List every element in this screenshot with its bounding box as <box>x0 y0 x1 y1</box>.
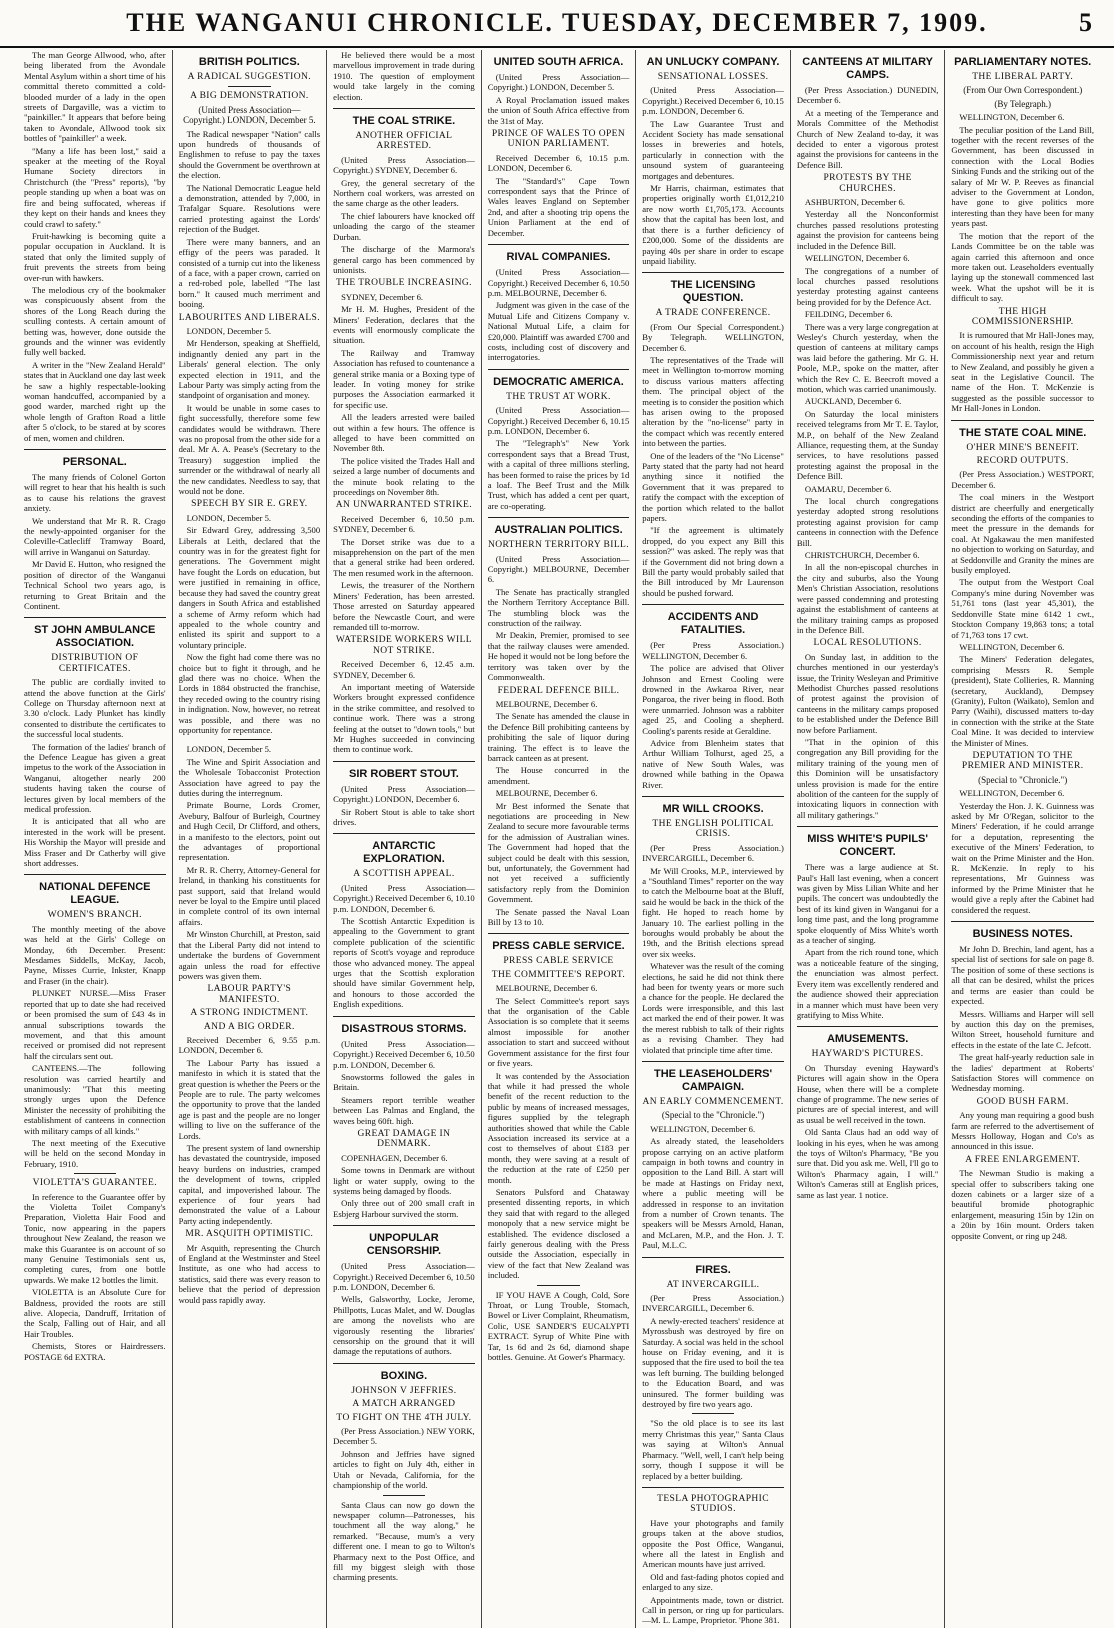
article-paragraph: (Per Press Association.) DUNEDIN, December 6. <box>796 85 939 106</box>
article-paragraph: MELBOURNE, December 6. <box>495 698 598 709</box>
article-paragraph: The National Democratic League held a demonstration, attended by 7,000, in Trafalgar Square. Resolutions were carried protesting against the Lords' rejection of the Budget. <box>178 182 321 235</box>
article-paragraph: Judgment was given in the case of the Mutual Life and Citizens Company v. National Mutual Life, a claim for £20,000. Plaintiff was awarded £700 and costs, including cost of discovery and interrogatories. <box>487 300 630 363</box>
subheading: GOOD BUSH FARM. <box>976 1096 1069 1107</box>
column-divider <box>333 761 475 762</box>
article-paragraph: The chief labourers have knocked off unloading the cargo of the steamer Durban. <box>333 210 475 242</box>
article-paragraph: Mr Harris, chairman, estimates that properties originally worth £1,012,210 are now worth £1,705,173. Accounts show that the capital has been lost, and that there is a further deficiency of £200,000. Some of the dissidents are paying 40s per share in order to escape unpaid liability. <box>642 183 784 266</box>
headline-censorship: UNPOPULAR CENSORSHIP. <box>366 1232 442 1258</box>
subheading: A BIG DEMONSTRATION. <box>190 91 309 102</box>
article-paragraph: Mr Deakin, Premier, promised to see that the railway clauses were amended. He hoped it would not be long before the territory was taken over by the Commonwealth. <box>487 630 630 683</box>
article-paragraph: OAMARU, December 6. <box>804 483 892 494</box>
article-paragraph: The Select Committee's report says that the organisation of the Cable Association is so complete that it seems almost impossible for another association to start and succeed without Government assistance for the first four or five years. <box>487 995 630 1069</box>
article-paragraph: WELLINGTON, December 6. <box>959 788 1065 799</box>
article-paragraph: The Wine and Spirit Association and the Wholesale Tobacconist Protection Association have agreed to pay the duties during the interregnum. <box>178 756 321 798</box>
article-paragraph: The Labour Party has issued a manifesto in which it is stated that the great question is whether the Peers or the People are to rule. The party welcomes the opportunity to prove that the landed age is past and the people are no longer willing to live on the sufferance of the Lords. <box>178 1057 321 1141</box>
article-paragraph: PLUNKET NURSE.—Miss Fraser reported that up to date she had received or been promised the sum of £43 4s in annual subscriptions towards the movement, and that this amount received or promised did not represent half the circulars sent out. <box>24 988 166 1061</box>
column-divider <box>24 874 166 875</box>
dateline: (United Press Association—Copyright.) LONDON, December 5. <box>183 104 316 126</box>
subheading: ANOTHER OFFICIAL ARRESTED. <box>355 131 453 152</box>
subheading: THE TRUST AT WORK. <box>506 391 611 402</box>
article-paragraph: AUCKLAND, December 6. <box>804 396 902 407</box>
subheading: TESLA PHOTOGRAPHIC STUDIOS. <box>657 1493 769 1515</box>
column-divider <box>488 517 630 518</box>
subheading: THE TROUBLE INCREASING. <box>335 278 472 289</box>
subheading: FEDERAL DEFENCE BILL. <box>497 685 620 696</box>
article-paragraph: The many friends of Colonel Gorton will regret to hear that his health is such as to cause his relations the gravest anxiety. <box>24 472 166 514</box>
headline-unlucky-company: AN UNLUCKY COMPANY. <box>646 56 780 68</box>
article-paragraph: Apart from the rich round tone, which was a noticeable feature of the singing, the enunciation was almost perfect. Every item was excellently rendered and the audience showed their appreciation in a manner which must have been very gratifying to Miss White. <box>796 947 939 1020</box>
subheading: GREAT DAMAGE IN DENMARK. <box>357 1128 451 1150</box>
article-paragraph: "If the agreement is ultimately dropped, do you expect any Bill this session?" was asked. The reply was that if the Government did not bring down a Bill the party would probably sailed that the Bill introduced by Mr Laurenson should be pushed forward. <box>642 525 784 598</box>
article-paragraph: It would be unable in some cases to fight successfully, therefore some few candidates would be withdrawn. There was no proposal from the other side for a deal. Mr A. A. Pease's (Secretary to the Treasury) suggestion implied the surrender or the withdrawal of nearly all the new candidates. Needless to say, that would not be done. <box>178 402 321 497</box>
subheading: WATERSIDE WORKERS WILL NOT STRIKE. <box>335 635 472 656</box>
headline-parliamentary: PARLIAMENTARY NOTES. <box>954 56 1092 68</box>
article-paragraph: A newly-erected teachers' residence at Myrossbush was destroyed by fire on Saturday. A social was held in the school house on Friday evening, and it is supposed that the fire used to boil the tea was left burning. The building belonged to the Education Board, and was uninsured. The former building was destroyed by fire two years ago. <box>642 1315 784 1410</box>
subheading: SPEECH BY SIR E. GREY. <box>191 499 308 510</box>
page-number: 5 <box>1079 8 1092 37</box>
article-paragraph: LONDON, December 5. <box>186 744 272 755</box>
column-divider <box>333 1363 475 1364</box>
article-paragraph: Received December 6, 10.15 p.m. LONDON, December 6. <box>487 152 630 174</box>
subheading: JOHNSON V JEFFRIES. <box>351 1385 457 1396</box>
subheading: SENSATIONAL LOSSES. <box>657 72 769 82</box>
subheading: PROTESTS BY THE CHURCHES. <box>823 173 912 194</box>
article-paragraph: LONDON, December 5. <box>186 512 272 523</box>
article-paragraph: In reference to the Guarantee offer by the Violetta Toilet Company's Preparation, Violetta Hair Food and Tonic, now appearing in the papers throughout New Zealand, the reason we make this Guarantee is on account of so many Genuine Testimonials sent us, completing cures, from one bottle upwards. We make 12 bottles the limit. <box>24 1191 166 1285</box>
article-paragraph: (United Press Association—Copyright.) Received December 6, 10.15 p.m. LONDON, December 6. <box>487 405 630 436</box>
article-paragraph: In all the non-episcopal churches in the city and suburbs, also the Young Men's Christian Association, resolutions were passed condemning and protesting against the establishment of canteens at the military training camps as proposed in the Defence Bill. <box>796 562 939 635</box>
column-divider <box>488 369 630 370</box>
headline-press-cable: PRESS CABLE SERVICE. <box>492 940 625 953</box>
article-paragraph: A writer in the "New Zealand Herald" states that in Auckland one day last week he saw a highly respectable-looking woman handcuffed, accompanied by a good warder, marched right up the whole length of Grafton Road a little after 5 o'clock, to be stared at by scores of men, women and children. <box>24 359 166 443</box>
article-paragraph: He believed there would be a most marvellous improvement in trade during 1910. The question of employment would take largely in the coming election. <box>333 50 475 102</box>
subheading: VIOLETTA'S GUARANTEE. <box>32 1178 157 1189</box>
article-paragraph: On Thursday evening Hayward's Pictures will again show in the Opera House, when there will be a complete change of programme. The new series of pictures are of special interest, and will as usual be well received in the town. <box>796 1062 939 1125</box>
article-paragraph: "That in the opinion of this congregation any Bill providing for the military training of the young men of this Dominion will be unsatisfactory unless provision is made for the entire abolition of the canteen for the supply of intoxicating liquors in connection with all military gatherings." <box>796 736 939 820</box>
headline-leaseholders: THE LEASEHOLDERS' CAMPAIGN. <box>653 1067 773 1093</box>
article-paragraph: The police visited the Trades Hall and seized a large number of documents and the minute book relating to the proceedings on November 8th. <box>333 455 475 498</box>
subheading: AND A BIG ORDER. <box>203 1021 295 1032</box>
subheading: HAYWARD'S PICTURES. <box>811 1049 924 1060</box>
subheading: AN EARLY COMMENCEMENT. <box>642 1096 784 1107</box>
article-paragraph: (Per Press Association.) NEW YORK, December 5. <box>333 1426 475 1447</box>
article-paragraph: Mr Henderson, speaking at Sheffield, indignantly denied any part in the Liberals' general election. The only expected election in 1911, and the Labour Party was simply acting from the standpoint of organisation and money. <box>178 338 321 401</box>
article-paragraph: (Per Press Association.) WELLINGTON, December 6. <box>642 640 784 661</box>
masthead <box>0 0 1114 48</box>
article-paragraph: Mr David E. Hutton, who resigned the position of director of the Wanganui Technical School two years ago, is returning to Great Britain and the Continent. <box>24 559 166 611</box>
article-paragraph: (Per Press Association.) WESTPORT, December 6. <box>951 469 1094 490</box>
article-paragraph: Any young man requiring a good bush farm are referred to the advertisement of Messrs Holloway, Hogan and Co's as announced in this issue. <box>951 1110 1094 1152</box>
article-paragraph: As already stated, the leaseholders propose carrying on an active platform campaign in both towns and country in opposition to the Land Bill. A start will be made at Hastings on Friday next, where a public meeting will be addressed in response to an invitation from a number of Crown tenants. The speakers will be Messrs Arnold, Hanan, and McLaren, M.P., and the Hon. J. T. Paul, M.L.C. <box>642 1136 784 1251</box>
subheading: AT INVERCARGILL. <box>666 1279 760 1290</box>
subheading: MR. ASQUITH OPTIMISTIC. <box>185 1229 314 1240</box>
rule <box>74 1173 116 1174</box>
column-divider <box>951 921 1094 922</box>
subheading: LOCAL RESOLUTIONS. <box>813 638 922 649</box>
article-paragraph: It is anticipated that all who are interested in the work will be present. His Worship the Mayor will preside and Miss Fraser and Dr Catherby will give short addresses. <box>24 816 166 869</box>
article-paragraph: Mr Winston Churchill, at Preston, said that the Liberal Party did not intend to undertake the burdens of Government again unless the road for effective powers was given them. <box>178 929 321 981</box>
column-divider <box>642 1061 784 1062</box>
article-paragraph: Wells, Galsworthy, Locke, Jerome, Phillpotts, Lucas Malet, and W. Douglas are among the novelists who are vigorously resenting the libraries' censorship on the ground that it will damage the reputations of authors. <box>333 1294 475 1357</box>
article-paragraph: There was a very large congregation at Wesley's Church yesterday, when the question of canteens at military camps was laid before the gathering. Mr G. H. Poole, M.P., spoke on the matter, after which the Rev C. E. Beecroft moved a motion, which was carried unanimously. <box>796 321 939 394</box>
article-paragraph: One of the leaders of the "No License" Party stated that the party had not heard anything since it notified the Government that it was prepared to ratify the compact with the exception of the portion which related to the ballot papers. <box>642 450 784 524</box>
article-paragraph: The "Standard's" Cape Town correspondent says that the Prince of Wales leaves England on September 2nd, and after a shooting trip opens the Union Parliament at the end of December. <box>487 175 630 238</box>
article-paragraph: The output from the Westport Coal Company's mine during November was 51,761 tons (last year 45,301), the Seddonville State mine 6142 1 cwt., Stockton Company 19,863 tons; a total of 71,763 tons 17 cwt. <box>951 577 1094 640</box>
column-divider <box>642 1487 784 1488</box>
article-paragraph: On Sunday last, in addition to the churches mentioned in our yesterday's issue, the Trinity Wesleyan and Primitive Methodist Churches passed resolutions of protest against the provision of canteens in the military camps proposed to be established under the Defence Bill now before Parliament. <box>796 651 939 735</box>
rule <box>228 86 270 87</box>
article-paragraph: Received December 6, 12.45 a.m. SYDNEY, December 6. <box>333 659 475 680</box>
subheading: A MATCH ARRANGED <box>352 1399 456 1410</box>
article-paragraph: The Scottish Antarctic Expedition is appealing to the Government to grant complete publication of the scientific reports of Scott's voyage and reproduce those who advanced money. The appeal urges that the Scottish exploration should have similar Government help, and honours to those accorded the English expeditions. <box>333 916 475 1010</box>
article-paragraph: Senators Pulsford and Chataway presented dissenting reports, in which they said that with regard to the alleged monopoly that a new service might be established. The evidence disclosed a fairly generous dealing with the Press outside the Association, especially in view of the fact that New Zealand was included. <box>487 1186 630 1281</box>
rule <box>383 1495 425 1496</box>
advertisement-paragraph: Santa Claus can now go down the newspaper column—Patronesses, his touchment all the way along," he remarked. "Because, mum's a very different one. I mean to go to Wilton's Pharmacy next to the Post Office, and fill my biggest sleigh with those charming presents. <box>333 1499 475 1583</box>
columns <box>18 50 1100 1626</box>
subheading: NORTHERN TERRITORY BILL. <box>487 540 630 551</box>
article-paragraph: ASHBURTON, December 6. <box>804 197 905 208</box>
article-paragraph: It was contended by the Association that while it had pressed the whole benefit of the recent reduction to the public by means of increased messages, figures supplied by the telegraph authorities showed that while the Cable Association increased its service at a cost to themselves of about £183 per month, they were saving at a result of the reduction at the rate of £250 per month. <box>487 1070 630 1185</box>
subheading: A RADICAL SUGGESTION. <box>187 72 312 82</box>
headline-rival-companies: RIVAL COMPANIES. <box>506 251 611 264</box>
article-paragraph: Fruit-hawking is becoming quite a popular occupation in Auckland. It is stated that only the limited supply of fruit prevents the streets from being over-run with hawkers. <box>24 230 166 283</box>
article-paragraph: Only three out of 200 small craft in Esbjerg Harbour survived the storm. <box>333 1198 475 1219</box>
headline-storms: DISASTROUS STORMS. <box>341 1022 467 1035</box>
article-paragraph: Some towns in Denmark are without light or water supply, owing to the systems being damaged by floods. <box>333 1165 475 1196</box>
article-paragraph: Steamers report terrible weather between Las Palmas and England, the waves being 60ft. high. <box>333 1094 475 1126</box>
subheading: TO FIGHT ON THE 4TH JULY. <box>336 1412 472 1423</box>
article-paragraph: MELBOURNE, December 6. <box>495 788 598 799</box>
article-paragraph: (Per Press Association.) INVERCARGILL, December 6. <box>642 842 784 864</box>
article-paragraph: LONDON, December 5. <box>186 325 272 336</box>
article-paragraph: The "Telegraph's" New York correspondent says that a Bread Trust, with a capital of three millions sterling, has been formed to raise the prices by 1d a loaf. The Beef Trust and the Milk Trust, which has added a cent per quart, are co-operating. <box>487 438 630 511</box>
headline-miss-white: MISS WHITE'S PUPILS' CONCERT. <box>807 833 928 859</box>
subheading: THE COMMITTEE'S REPORT. <box>491 969 626 980</box>
column-divider <box>642 272 784 273</box>
rule <box>228 739 270 740</box>
headline-canteens: CANTEENS AT MILITARY CAMPS. <box>802 56 934 81</box>
column-divider <box>488 244 630 245</box>
article-paragraph: Now the fight had come there was no choice but to fight it through, and he glad there was no choice. When the Lords in 1884 obstructed the franchise, they receded owing to the country rising in indignation. Now, however, no retreat was possible, and there was no opportunity for repentance. <box>178 652 321 735</box>
column-divider <box>951 420 1094 421</box>
article-paragraph: The congregations of a number of local churches passed resolutions yesterday protesting against canteens being provided for by the Defence Act. <box>796 265 939 307</box>
column-5 <box>636 50 791 1628</box>
article-paragraph: A Royal Proclamation issued makes the union of South Africa effective from the 31st of May. <box>487 94 630 126</box>
headline-boxing: BOXING. <box>380 1369 428 1382</box>
column-divider <box>24 617 166 618</box>
column-divider <box>333 1016 475 1017</box>
article-paragraph: MELBOURNE, December 6. <box>495 983 598 994</box>
advertisement-paragraph: IF YOU HAVE A Cough, Cold, Sore Throat, or Lung Trouble, Stomach, Bowel or Liver Complaint, Rheumatism, Colic, USE SANDER'S EUCALYPTI EXTRACT. Syrup of White Pine with Tar, 1s 6d and 2s 6d, diamond shape bottles. Genuine. At Gower's Pharmacy. <box>487 1289 630 1363</box>
article-paragraph: The Dorset strike was due to a misapprehension on the part of the men that a general strike had been ordered. The men resumed work in the afternoon. <box>333 536 475 578</box>
article-paragraph: The Miners' Federation delegates, comprising Messrs R. Semple (president), State Collieries, R. Manning (secretary, Auckland), Dempsey (Granity), Fulton (Waikato), Semlon and Parry (Waihi), discussed matters to-day in connection with the strike at the State Coal Mine. It was decided to interview the Minister of Mines. <box>951 654 1094 748</box>
article-paragraph: "Many a life has been lost," said a speaker at the meeting of the Royal Humane Society directors in Christchurch (the "Press" reports), "by people standing up when a boat was on fire and being suffocated, whereas if they kept on their hands and knees they could crawl to safety." <box>24 145 166 229</box>
article-paragraph: (United Press Association—Copyright.) LONDON, December 6. <box>333 783 475 805</box>
article-paragraph: Appointments made, town or district. Call in person, or ring up for particulars.—M. L. Lampe, Proprietor. 'Phone 381. <box>642 1594 784 1626</box>
subheading: DISTRIBUTION OF CERTIFICATES. <box>51 653 139 674</box>
headline-antarctic: ANTARCTIC EXPLORATION. <box>363 840 445 866</box>
article-paragraph: (United Press Association—Copyright.) LONDON, December 5. <box>487 72 630 93</box>
headline-robert-stout: SIR ROBERT STOUT. <box>349 767 459 780</box>
article-paragraph: The monthly meeting of the above was held at the Girls' College on Monday, 6th December. Present: Mesdames Siddells, McKay, Jacob, Payne, Misses Currie, Inkster, Knapp and Fraser (in the chair). <box>24 923 166 986</box>
article-paragraph: The local church congregations yesterday adopted strong resolutions protesting against provision for camp canteens in connection with the Defence Bill. <box>796 496 939 548</box>
column-2 <box>173 50 328 1628</box>
subheading: A FREE ENLARGEMENT. <box>965 1154 1081 1165</box>
article-paragraph: It is rumoured that Mr Hall-Jones may, on account of his health, resign the High Commissionership next year and return to New Zealand, and possibly he given a seat in the Legislative Council. The name of the Hon. T. McKenzie is suggested as the possible successor to Mr Hall-Jones in London. <box>951 330 1094 414</box>
column-divider <box>642 604 784 605</box>
subheading: WOMEN'S BRANCH. <box>47 910 142 921</box>
article-paragraph: CANTEENS.—The following resolution was carried heartily and unanimously: "That this meeting strongly urges upon the Defence Minister the necessity of prohibiting the establishment of canteens in connection with military camps of all kinds." <box>24 1063 166 1136</box>
column-divider <box>488 933 630 934</box>
headline-australian-politics: AUSTRALIAN POLITICS. <box>494 524 623 537</box>
column-3 <box>327 50 482 1628</box>
article-paragraph: We understand that Mr R. R. Crago the newly-appointed organiser for the Coleville-Catlecliff Tramway Board, will arrive in Wanganui on Saturday. <box>24 515 166 557</box>
headline-accidents: ACCIDENTS AND FATALITIES. <box>667 611 759 637</box>
headline-british-politics: BRITISH POLITICS. <box>198 56 300 68</box>
subheading: AN UNWARRANTED STRIKE. <box>335 500 473 511</box>
column-divider <box>333 1225 475 1226</box>
column-divider <box>797 826 939 827</box>
article-paragraph: The Law Guarantee Trust and Accident Society has made sensational losses in breweries and hotels, particularly in connection with the unsound system of guaranteeing mortgages and debentures. <box>642 118 784 181</box>
article-paragraph: The great half-yearly reduction sale in the ladies' department at Roberts' Satisfaction Stores will commence on Wednesday morning. <box>951 1052 1094 1094</box>
article-paragraph: Advice from Blenheim states that Arthur William Tolhurst, aged 25, a native of New South Wales, was drowned while bathing in the Opawa River. <box>642 737 784 790</box>
headline-state-coal-mine: THE STATE COAL MINE. <box>959 426 1087 439</box>
article-paragraph: SYDNEY, December 6. <box>341 291 424 302</box>
article-paragraph: Messrs. Williams and Harper will sell by auction this day on the premises, Wilton Street, household furniture and effects in the estate of the late C. Jefcott. <box>951 1008 1094 1050</box>
subheading: LABOURITES AND LIBERALS. <box>178 312 320 323</box>
column-divider <box>333 833 475 834</box>
article-paragraph: The House concurred in the amendment. <box>487 765 630 786</box>
article-paragraph: There was a large audience at St. Paul's Hall last evening, when a concert was given by Miss Lilian White and her pupils. The concert was undoubtedly the best of its kind given in Wanganui for a long time past, and the long programme spoke eloquently of Miss White's worth as a teacher of singing. <box>796 862 939 946</box>
article-paragraph: (Per Press Association.) INVERCARGILL, December 6. <box>642 1293 784 1314</box>
column-divider <box>642 1257 784 1258</box>
article-paragraph: Old Santa Claus had an odd way of looking in his eyes, when he was among the toys of Wilton's Pharmacy, "Be you sure that. Did you ask me. Well, I'll go to Wilton's Pharmacy again, I will." Wilton's Cameras still at English prices, same as last year. 1 notice. <box>796 1127 939 1200</box>
headline-south-africa: UNITED SOUTH AFRICA. <box>493 56 624 68</box>
article-paragraph: The Senate passed the Naval Loan Bill by 13 to 10. <box>487 906 630 928</box>
article-paragraph: On Saturday the local ministers received telegrams from Mr T. E. Taylor, M.P., on behalf of the New Zealand Alliance, requesting them, at the Sunday services, to have resolutions passed protesting against the proposal in the Defence Bill. <box>796 408 939 482</box>
article-paragraph: The Railway and Tramway Association has refused to countenance a general strike mania or a Boxing type of leader. In voting money for strike purposes the Association earmarked it for specific use. <box>333 347 475 410</box>
article-paragraph: (United Press Association—Copyright.) Received December 6, 10.50 p.m. LONDON, December 6. <box>333 1038 475 1070</box>
headline-coal-strike: THE COAL STRIKE. <box>352 115 456 128</box>
subheading: (From Our Own Correspondent.) <box>963 85 1083 96</box>
headline-business-notes: BUSINESS NOTES. <box>972 928 1073 941</box>
headline-defence-league: NATIONAL DEFENCE LEAGUE. <box>39 881 151 907</box>
column-divider <box>333 108 475 109</box>
article-paragraph: Lewis, the treasurer of the Northern Miners' Federation, has been arrested. Those arrested on Saturday appeared before the Newcastle Court, and were remanded till to-morrow. <box>333 580 475 632</box>
column-4 <box>482 50 637 1628</box>
article-paragraph: An important meeting of Waterside Workers brought expressed confidence in the strike committee, and resolved to continue work. There was a strong feeling at the outset to "down tools," but Mr Hughes succeeded in convincing them to continue work. <box>333 681 475 755</box>
article-paragraph: The man George Allwood, who, after being liberated from the Avondale Mental Asylum within a short time of his committal thereto committed a cold-blooded murder of a lady in the open streets of Dargaville, was a victim to "painkiller." It appears that before being taken to Avondale, Allwood took six bottles of "painkiller" a week. <box>24 50 166 144</box>
article-paragraph: The motion that the report of the Lands Committee be on the table was again carried this afternoon and once more taken out. Leaseholders eventually laying up the stonewall commenced last week. What the upshot will be it is difficult to say. <box>951 230 1094 304</box>
article-paragraph: The discharge of the Marmora's general cargo has been commenced by unionists. <box>333 244 475 275</box>
article-paragraph: Yesterday the Hon. J. K. Guinness was asked by Mr O'Regan, solicitor to the Miners' Federation, if he could arrange for a deputation, representing the executive of the Miners' Federation, to wait on the Prime Minister and the Hon. R. McKenzie. In reply to his representations, Mr Guinness was informed by the Prime Minister that he would give a reply after the Cabinet had considered the request. <box>951 800 1094 915</box>
subheading: A STRONG INDICTMENT. <box>190 1008 309 1019</box>
article-paragraph: The formation of the ladies' branch of the Defence League has given a great impetus to the work of the Association in Wanganui, altogether nearly 200 students having taken the course of lectures given by local members of the medical profession. <box>24 741 166 814</box>
rule <box>692 1413 734 1414</box>
article-paragraph: The public are cordially invited to attend the above function at the Girls' College on Thursday afternoon next at 3.30 o'clock. Lady Plunket has kindly consented to distribute the certificates to the successful local students. <box>24 677 166 740</box>
article-paragraph: Mr John D. Brechin, land agent, has a special list of sections for sale on page 8. The position of some of these sections is all that can be desired, whilst the prices and terms are easier than could be expected. <box>951 944 1094 1007</box>
article-paragraph: (United Press Association—Copyright.) Received December 6, 10.15 p.m. LONDON, December 6. <box>642 85 784 117</box>
headline-will-crooks: MR WILL CROOKS. <box>662 802 764 815</box>
article-paragraph: WELLINGTON, December 6. <box>650 1123 756 1134</box>
column-divider <box>797 1026 939 1027</box>
subheading: A TRADE CONFERENCE. <box>655 308 771 319</box>
column-6 <box>791 50 946 1628</box>
subheading: RECORD OUTPUTS. <box>976 456 1069 466</box>
article-paragraph: Received December 6, 10.50 p.m. SYDNEY, December 6. <box>333 513 475 535</box>
subheading: THE ENGLISH POLITICAL CRISIS. <box>652 818 774 840</box>
article-paragraph: Mr Will Crooks, M.P., interviewed by a "Southland Times" reporter on the way to catch the Melbourne boat at the Bluff, said he would be back in the thick of the fight. He hoped to reach home by January 10. The earliest polling in the boroughs would probably be about the 19th, and the British elections spread over six weeks. <box>642 865 784 959</box>
article-paragraph: Snowstorms followed the gales in Britain. <box>333 1071 475 1093</box>
article-paragraph: WELLINGTON, December 6. <box>959 112 1065 123</box>
article-paragraph: The present system of land ownership has devastated the countryside, imposed heavy burdens on industries, cramped the development of towns, crippled capital, and impoverished labour. The experience of four years had demonstrated the value of a Labour Party acting independently. <box>178 1143 321 1226</box>
subheading: DEPUTATION TO THE PREMIER AND MINISTER. <box>961 750 1084 772</box>
article-paragraph: Old and fast-fading photos copied and enlarged to any size. <box>642 1571 784 1593</box>
subheading: PRINCE OF WALES TO OPEN UNION PARLIAMENT. <box>491 129 626 150</box>
article-paragraph: Yesterday all the Nonconformist churches passed resolutions protesting against the provision for canteens being included in the Defence Bill. <box>796 209 939 251</box>
subheading: THE LIBERAL PARTY. <box>972 72 1074 82</box>
article-paragraph: Received December 6, 9.55 p.m. LONDON, December 6. <box>178 1034 321 1056</box>
article-paragraph: The Newman Studio is making a special offer to subscribers taking one dozen cabinets or a larger size of a beautiful bromide photographic enlargement, measuring 15in by 12in on a 20in by 16in mount. Orders taken opposite Convent, or ring up 248. <box>951 1168 1094 1241</box>
article-paragraph: WELLINGTON, December 6. <box>804 253 910 264</box>
article-paragraph: There were many banners, and an effigy of the peers was paraded. It consisted of a turnip cut into the likeness of a face, with a paper crown, carried on a red-robed pole, labelled "The last born." It caused much merriment and booing. <box>178 236 321 310</box>
article-paragraph: WELLINGTON, December 6. <box>959 641 1065 652</box>
article-paragraph: Sir Edward Grey, addressing 3,500 Liberals at Leith, declared that the country was in for the greatest fight for generations. The Government might have fought the Lords on education, but were justified in remaining in office, because they had saved the country great dangers in South Africa and established a scheme of Army reform which had appealed to the whole country and enlisted its spirit and support to a voluntary principle. <box>178 525 321 650</box>
column-1 <box>18 50 173 1628</box>
article-paragraph: (United Press Association—Copyright.) Received December 6, 10.10 p.m. LONDON, December 6. <box>333 882 475 914</box>
article-paragraph: The police are advised that Oliver Johnson and Ernest Cooling were drowned in the Awkaroa River, near Pongaroa, the river being in flood. Both were unmarried. Johnson was a rabbiter aged 25, and Cooling a shepherd. Cooling's parents reside at Geraldine. <box>642 663 784 736</box>
article-paragraph: At a meeting of the Temperance and Morals Committee of the Methodist Church of New Zealand to-day, it was decided to enter a vigorous protest against the provisions for canteens in the Defence Bill. <box>796 107 939 170</box>
subheading: LABOUR PARTY'S MANIFESTO. <box>207 984 292 1005</box>
advertisement-paragraph: "So the old place is to see its last merry Christmas this year," Santa Claus was saying at Wilton's Annual Pharmacy. "Well, well, I can't help being sorry, though I suppose it will be replaced by a better building. <box>642 1418 784 1481</box>
article-paragraph: Primate Bourne, Lords Cromer, Avebury, Balfour of Burleigh, Courtney and Hugh Cecil, Dr Clifford, and others, in a manifesto to the electors, point out the advantages of proportional representation. <box>178 800 321 863</box>
article-paragraph: The Radical newspaper "Nation" calls upon hundreds of thousands of Englishmen to refuse to pay the taxes should the Government be overthrown at the election. <box>178 128 321 181</box>
subheading: (Special to "Chronicle.") <box>978 774 1068 785</box>
article-paragraph: Grey, the general secretary of the Northern coal workers, was arrested on the same charge as the other leaders. <box>333 177 475 209</box>
article-paragraph: (United Press Association—Copyright.) Received December 6, 10.50 p.m. LONDON, December 6. <box>333 1261 475 1292</box>
rule <box>537 1285 579 1286</box>
headline-personal: PERSONAL. <box>62 456 127 469</box>
article-paragraph: Chemists, Stores or Hairdressers. POSTAGE 6d EXTRA. <box>24 1341 166 1362</box>
article-paragraph: Mr Asquith, representing the Church of England at the Westminster and Steel Institute, as one who had access to statistics, said there was every reason to believe that the period of depression would pass rapidly away. <box>178 1242 321 1305</box>
headline-licensing: THE LICENSING QUESTION. <box>670 279 756 305</box>
article-paragraph: The Senate has amended the clause in the Defence Bill prohibiting canteens by prohibiting the sale of liquor during training. The effect is to leave the barrack canteen as at present. <box>487 711 630 763</box>
headline-democratic-america: DEMOCRATIC AMERICA. <box>493 375 624 388</box>
article-paragraph: FEILDING, December 6. <box>804 309 893 320</box>
article-paragraph: The representatives of the Trade will meet in Wellington to-morrow morning to discuss various matters affecting them. The principal object of the meeting is to consider the position which has arisen owing to the proposed alteration by the "no-license" party in the compact which was recently entered into between the parties. <box>642 354 784 449</box>
article-paragraph: The peculiar position of the Land Bill, together with the recent reverses of the Government, has been discussed in connection with the Local Bodies Sinking Funds and the striking out of the salary of Mr W. P. Reeves as financial adviser to the Government at London, have gone to give politics more interesting than they have been for many years past. <box>951 124 1094 229</box>
headline-amusements: AMUSEMENTS. <box>826 1033 909 1046</box>
article-paragraph: The next meeting of the Executive will be held on the second Monday in February, 1910. <box>24 1137 166 1169</box>
article-paragraph: (From Our Special Correspondent.) By Telegraph. WELLINGTON, December 6. <box>642 321 784 353</box>
column-divider <box>642 796 784 797</box>
article-paragraph: Johnson and Jeffries have signed articles to fight on July 4th, either in Utah or Nevada, California, for the championship of the world. <box>333 1448 475 1491</box>
headline-fires: FIRES. <box>695 1263 731 1276</box>
article-paragraph: Mr R. R. Cherry, Attorney-General for Ireland, in thanking his constituents for past support, said that Ireland would never be loyal to the Empire until placed in complete control of its own internal affairs. <box>178 864 321 927</box>
article-paragraph: The melodious cry of the bookmaker was conspicuously absent from the shores of the Long Reach during the sculling contests. A certain amount of betting was, however, done outside the grounds and the winner was evidently fully well backed. <box>24 284 166 358</box>
headline-st-john: ST JOHN AMBULANCE ASSOCIATION. <box>34 624 156 650</box>
article-paragraph: The coal miners in the Westport district are cheerfully and energetically seconding the efforts of the companies to meet the pressure in the demands for coal. At Ngakawau the men manifested no objection to working on Saturday, and at Seddonville and Granity the mines are busily employed. <box>951 492 1094 576</box>
article-paragraph: All the leaders arrested were bailed out within a few hours. The offence is alleged to have been committed on November 8th. <box>333 412 475 454</box>
article-paragraph: (United Press Association—Copyright.) MELBOURNE, December 6. <box>487 553 630 585</box>
subheading: A SCOTTISH APPEAL. <box>353 869 455 880</box>
article-paragraph: Mr H. M. Hughes, President of the Miners' Federation, declares that the events will enormously complicate the situation. <box>333 304 475 346</box>
article-paragraph: Sir Robert Stout is able to take short drives. <box>333 806 475 827</box>
subheading: (By Telegraph.) <box>994 98 1052 109</box>
article-paragraph: The Senate has practically strangled the Northern Territory Acceptance Bill. The stumbling block was the construction of the railway. <box>487 586 630 629</box>
article-paragraph: CHRISTCHURCH, December 6. <box>804 550 920 561</box>
article-paragraph: (United Press Association—Copyright.) Received December 6, 10.50 p.m. MELBOURNE, December 6. <box>487 267 630 298</box>
subheading: THE HIGH COMMISSIONERSHIP. <box>971 306 1074 327</box>
article-paragraph: Have your photographs and family groups taken at the above studios, opposite the Post Office, Wanganui, where all the latest in English and American mounts have just arrived. <box>642 1517 784 1570</box>
article-paragraph: Whatever was the result of the coming elections, he said he did not think there had been for twenty years or more such a chance for the people. He declared the Lords were irresponsible, and this last act marked the end of their power. It was the merest rubbish to talk of their rights as a revising Chamber. They had violated that principle time after time. <box>642 961 784 1055</box>
article-paragraph: VIOLETTA is an Absolute Cure for Baldness, provided the roots are still alive. Alopecia, Dandruff, Irritation of the Scalp, Falling out of Hair, and all Hair Troubles. <box>24 1287 166 1339</box>
article-paragraph: COPENHAGEN, December 6. <box>341 1152 448 1163</box>
column-divider <box>24 449 166 450</box>
subheading: (Special to the "Chronicle.") <box>661 1110 765 1121</box>
article-paragraph: (United Press Association—Copyright.) SYDNEY, December 6. <box>333 154 475 176</box>
article-paragraph: Mr Best informed the Senate that negotiations are proceeding in New Zealand to secure more favourable terms for the admission of Australian wines. The Government had hoped that the subject could be dealt with this session, but, unfortunately, the Government had not yet received a sufficiently satisfactory reply from the Dominion Government. <box>487 800 630 905</box>
column-7 <box>945 50 1100 1628</box>
subheading: O'HER MINE'S BENEFIT. <box>966 442 1080 453</box>
subheading: PRESS CABLE SERVICE <box>503 956 614 967</box>
newspaper-title: THE WANGANUI CHRONICLE. TUESDAY, DECEMBER 7, 1909. <box>126 8 988 37</box>
